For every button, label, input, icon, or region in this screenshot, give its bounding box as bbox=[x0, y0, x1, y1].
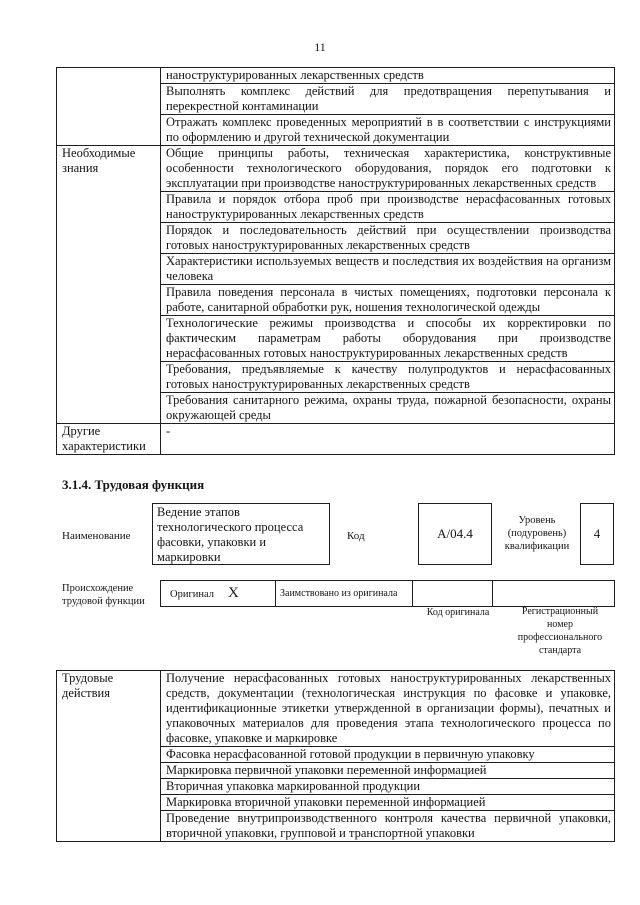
name-label: Наименование bbox=[62, 530, 131, 542]
original-cell bbox=[161, 581, 276, 607]
labor-actions-table bbox=[56, 670, 615, 842]
labor-actions-label: Трудовые действия bbox=[57, 671, 161, 842]
other-characteristics-label: Другие характеристики bbox=[57, 424, 161, 455]
knowledge-item: Требования санитарного режима, охраны труда, пожарной безопасности, охраны окружающей среды bbox=[161, 393, 615, 424]
skill-item: Выполнять комплекс действий для предотвращения перепутывания и перекрестной контаминации bbox=[161, 84, 615, 115]
table-row bbox=[57, 68, 615, 84]
original-code-caption: Код оригинала bbox=[426, 607, 490, 618]
requirements-table bbox=[56, 67, 615, 455]
registration-number-cell bbox=[493, 581, 615, 607]
knowledge-item: Порядок и последовательность действий при осуществлении производства готовых наноструктурированных лекарственных средств bbox=[161, 223, 615, 254]
table-row bbox=[57, 424, 615, 455]
knowledge-item: Правила и порядок отбора проб при производстве нерасфасованных готовых наноструктурированных лекарственных средств bbox=[161, 192, 615, 223]
skill-item: наноструктурированных лекарственных средств bbox=[161, 68, 615, 84]
table-row bbox=[57, 146, 615, 192]
knowledge-label: Необходимые знания bbox=[57, 146, 161, 424]
function-code-box bbox=[418, 503, 492, 565]
borrowed-label: Заимствовано из оригинала bbox=[276, 581, 413, 607]
skill-item: Отражать комплекс проведенных мероприятий в в соответствии с инструкциями по оформлению и другой технической документации bbox=[161, 115, 615, 146]
qualification-level-box bbox=[580, 503, 614, 565]
knowledge-item: Требования, предъявляемые к качеству полупродуктов и нерасфасованных готовых наноструктурированных лекарственных средств bbox=[161, 362, 615, 393]
qualification-level-value: 4 bbox=[593, 526, 601, 541]
page-number: 11 bbox=[314, 40, 326, 54]
origin-label: Происхождение трудовой функции bbox=[62, 583, 145, 607]
knowledge-item: Правила поведения персонала в чистых помещениях, подготовки персонала к работе, санитарной обработки рук, ношения технологической одежды bbox=[161, 285, 615, 316]
original-mark: X bbox=[228, 584, 239, 601]
labor-action-item: Маркировка первичной упаковки переменной информацией bbox=[161, 763, 615, 779]
registration-number-caption: Регистрационный номер профессионального стандарта bbox=[517, 606, 603, 656]
other-characteristics-value: - bbox=[161, 424, 615, 455]
origin-table bbox=[160, 580, 615, 607]
labor-action-item: Проведение внутрипроизводственного контроля качества первичной упаковки, вторичной упаковки, групповой и транспортной упаковки bbox=[161, 811, 615, 842]
original-code-cell bbox=[413, 581, 493, 607]
function-name-box: Ведение этапов технологического процесса фасовки, упаковки и маркировки bbox=[152, 503, 330, 565]
code-label: Код bbox=[347, 530, 365, 542]
function-code-value: А/04.4 bbox=[437, 526, 473, 541]
qualification-level-label: Уровень (подуровень) квалификации bbox=[504, 515, 570, 552]
knowledge-item: Общие принципы работы, техническая характеристика, конструктивные особенности технологического оборудования, порядок его подготовки к эксплуатации при производстве наноструктурированных лекарственных средств bbox=[161, 146, 615, 192]
skills-label-cell bbox=[57, 68, 161, 146]
table-row bbox=[57, 671, 615, 747]
knowledge-item: Технологические режимы производства и способы их корректировки по фактическим параметрам работы оборудования при производстве нерасфасованных готовых наноструктурированных лекарственных средств bbox=[161, 316, 615, 362]
labor-action-item: Маркировка вторичной упаковки переменной информацией bbox=[161, 795, 615, 811]
section-heading: 3.1.4. Трудовая функция bbox=[62, 477, 205, 492]
knowledge-item: Характеристики используемых веществ и последствия их воздействия на организм человека bbox=[161, 254, 615, 285]
labor-action-item: Фасовка нерасфасованной готовой продукции в первичную упаковку bbox=[161, 747, 615, 763]
table-row bbox=[161, 581, 615, 607]
labor-action-item: Вторичная упаковка маркированной продукции bbox=[161, 779, 615, 795]
original-label: Оригинал bbox=[170, 588, 214, 600]
labor-action-item: Получение нерасфасованных готовых наноструктурированных лекарственных средств, документации (технологическая инструкция по фасовке и упаковке, идентификационные этикетки утвержденной в организации формы), печатных и упаковочных материалов для проведения этапа технологического процесса по фасовке, упаковке и маркировке bbox=[161, 671, 615, 747]
